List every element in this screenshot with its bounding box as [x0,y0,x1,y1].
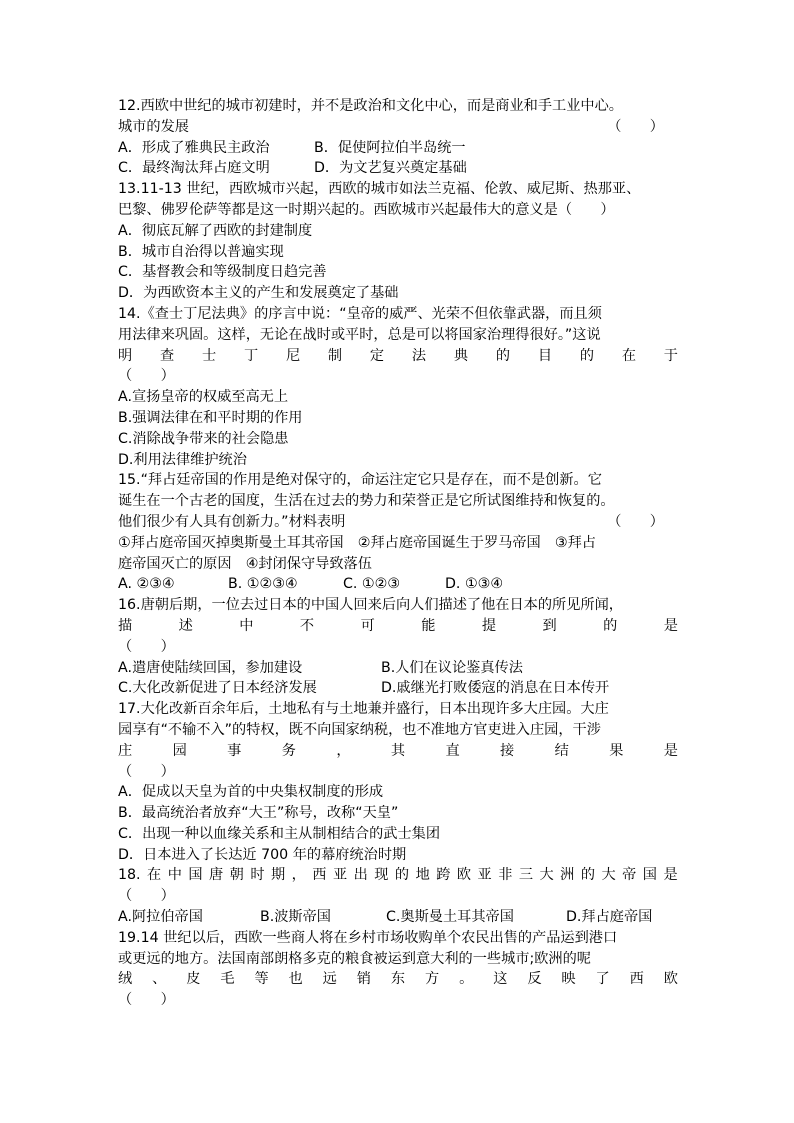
q19-char: 欧 [663,971,678,988]
q14-char: 目 [537,347,553,364]
q17-option-d: D．日本进入了长达近 700 年的幕府统治时期 [118,846,407,863]
q15-statements-line1: ①拜占庭帝国灭掉奥斯曼土耳其帝国 ②拜占庭帝国诞生于罗马帝国 ③拜占 [118,534,596,551]
q18-char: 期 [270,867,286,884]
q18-char: 洲 [560,867,575,884]
q12-options-row2 [118,158,678,179]
q15-statements-line2: 庭帝国灭亡的原因 ④封闭保守导致落伍 [118,555,372,572]
q18-char: 朝 [229,867,244,884]
q19-char: 这 [493,971,508,988]
q17-char: 其 [390,742,406,759]
q17-answer-paren: （ ） [118,763,175,780]
q16-char: 是 [663,617,678,634]
q12-option-d: D．为文艺复兴奠定基础 [314,160,467,177]
q19-answer-paren: （ ） [118,992,175,1009]
q14-char: 的 [495,347,511,364]
q18-char: 大 [601,867,616,884]
q19-stem-line2: 或更远的地方。法国南部朗格多克的粮食被运到意大利的一些城市;欧洲的呢 [118,950,591,967]
q15-option-c: C. ①②③ [343,576,401,593]
q12-option-c: C．最终淘汰拜占庭文明 [118,160,270,177]
q14-stem-line3 [118,346,678,367]
q17-option-b: B．最高统治者放弃“大王”称号，改称“天皇” [118,805,399,822]
q15-stem-line2: 诞生在一个古老的国度，生活在过去的势力和荣誉正是它所试图维持和恢复的。 [118,493,615,510]
q19-char: 映 [561,971,576,988]
q17-char: 园 [172,742,187,759]
q18-char: 亚 [477,867,492,884]
q19-char: 东 [390,971,406,988]
q18-stem-line1 [118,865,678,886]
q19-char: 等 [254,971,269,988]
q16-options-row1 [118,658,678,679]
q14-stem-line2: 用法律来巩固。这样，无论在战时或平时，总是可以将国家治理得很好。”这说 [118,326,601,343]
q18-option-a: A.阿拉伯帝国 [118,909,203,926]
q18-option-d: D.拜占庭帝国 [566,909,653,926]
q18-option-b: B.波斯帝国 [260,909,331,926]
q14-option-a: A.宣扬皇帝的权威至高无上 [118,389,289,406]
q18-char: 是 [663,867,678,884]
q13-option-d: D．为西欧资本主义的产生和发展奠定了基础 [118,285,399,302]
q19-char: 也 [288,971,303,988]
q15-options [118,574,678,595]
q18-char: ， [291,867,306,884]
q19-char: 绒 [118,971,133,988]
q12-stem-text: 城市的发展 [118,118,189,135]
q17-char: 庄 [118,742,133,759]
q18-answer-paren: （ ） [118,888,175,905]
q17-option-a: A．促成以天皇为首的中央集权制度的形成 [118,784,384,801]
q14-char: 的 [579,347,595,364]
q13-option-b: B．城市自治得以普遍实现 [118,243,284,260]
q16-option-c: C.大化改新促进了日本经济发展 [118,680,317,697]
q15-option-d: D. ①③④ [445,576,504,593]
q16-stem-line2 [118,616,678,637]
q12-stem-line2 [118,117,678,138]
q18-char: 非 [498,867,513,884]
q19-char: 西 [629,971,644,988]
q19-char: 反 [527,971,542,988]
q17-char: 是 [663,742,678,759]
q18-char: 欧 [456,867,472,884]
q13-stem-line1: 13.11-13 世纪，西欧城市兴起，西欧的城市如法兰克福、伦敦、威尼斯、热那亚、 [118,181,641,198]
q18-char: 地 [415,867,430,884]
q16-option-b: B.人们在议论鉴真传法 [381,659,523,676]
q13-option-c: C．基督教会和等级制度日趋完善 [118,264,327,281]
q17-stem-line2: 园享有“不输不入”的特权，既不向国家纳税，也不准地方官吏进入庄园，干涉 [118,721,601,738]
q14-char: 法 [411,347,427,364]
q18-char: 跨 [436,867,451,884]
q18-char: 唐 [209,867,224,884]
q14-char: 制 [327,347,343,364]
q18-char: 中 [167,867,182,884]
q19-stem-line3 [118,969,678,990]
q14-char: 查 [159,347,175,364]
q17-char: 结 [554,742,569,759]
q16-char: 中 [239,617,254,634]
q18-char: 出 [353,867,368,884]
q15-option-a: A. ②③④ [118,576,175,593]
q18-char: 18. [118,867,141,884]
q14-char: 在 [621,347,637,364]
q15-stem-line1: 15.“拜占廷帝国的作用是绝对保守的，命运注定它只是存在，而不是创新。它 [118,472,602,489]
q19-char: 了 [595,971,610,988]
q19-char: 方 [424,971,440,988]
q14-char: 典 [453,347,469,364]
q19-char: 皮 [186,971,201,988]
q12-option-b: B．促使阿拉伯半岛统一 [314,139,466,156]
q14-option-c: C.消除战争带来的社会隐患 [118,430,289,447]
q18-char: 帝 [622,867,637,884]
q16-option-a: A.遣唐使陆续回国，参加建设 [118,659,303,676]
q13-stem-line2: 巴黎、佛罗伦萨等都是这一时期兴起的。西欧城市兴起最伟大的意义是（ ） [118,201,615,218]
q14-char: 丁 [243,347,259,364]
q19-char: 远 [322,971,337,988]
q18-char: 时 [250,867,265,884]
q19-char: 。 [459,971,474,988]
q19-char: 销 [356,971,371,988]
q18-char: 现 [374,867,389,884]
q15-option-b: B. ①②③④ [228,576,298,593]
q17-char: 事 [227,742,242,759]
q16-char: 提 [481,617,497,634]
q14-option-b: B.强调法律在和平时期的作用 [118,409,303,426]
q15-answer-paren: （ ） [607,513,664,530]
q17-char: 接 [500,742,515,759]
q14-char: 定 [369,347,385,364]
q16-stem-line1: 16.唐朝后期，一位去过日本的中国人回来后向人们描述了他在日本的所见所闻， [118,597,623,614]
q16-char: 述 [178,617,193,634]
q15-stem-text: 他们很少有人具有创新力。”材料表明 [118,513,346,530]
q13-option-a: A．彻底瓦解了西欧的封建制度 [118,222,313,239]
q14-stem-line1: 14.《查士丁尼法典》的序言中说：“皇帝的威严、光荣不但依靠武器，而且须 [118,305,602,322]
q14-answer-paren: （ ） [118,368,175,385]
q18-option-c: C.奥斯曼土耳其帝国 [386,909,514,926]
q17-char: 果 [609,742,624,759]
q17-stem-line3 [118,741,678,762]
q19-char: 、 [152,971,167,988]
q15-stem-line3 [118,512,678,533]
q18-char: 大 [539,867,554,884]
q14-option-d: D.利用法律维护统治 [118,451,247,468]
q18-char: 在 [147,867,162,884]
q19-stem-line1: 19.14 世纪以后，西欧一些商人将在乡村市场收购单个农民出售的产品运到港口 [118,929,618,946]
q18-char: 三 [518,867,534,884]
q16-options-row2 [118,678,678,699]
q19-char: 毛 [220,971,235,988]
q16-char: 不 [299,617,315,634]
q14-char: 明 [118,347,133,364]
q18-char: 国 [642,867,657,884]
q16-option-d: D.戚继光打败倭寇的消息在日本传开 [381,680,610,697]
q14-char: 尼 [285,347,301,364]
q18-options [118,907,678,928]
q12-options-row1 [118,138,678,159]
q17-char: 直 [445,742,460,759]
q17-stem-line1: 17.大化改新百余年后，土地私有与土地兼并盛行，日本出现许多大庄园。大庄 [118,701,609,718]
q16-char: 的 [603,617,618,634]
q17-char: ， [336,742,351,759]
q18-char: 国 [188,867,203,884]
exam-page [118,96,678,1011]
q14-char: 于 [663,347,678,364]
q14-char: 士 [201,347,217,364]
q16-char: 能 [421,617,436,634]
q18-char: 的 [394,867,410,884]
q16-char: 可 [360,617,375,634]
q16-char: 到 [542,617,557,634]
q18-char: 西 [312,867,327,884]
q12-stem-line1: 12.西欧中世纪的城市初建时，并不是政治和文化中心，而是商业和手工业中心。 [118,98,623,114]
q18-char: 亚 [332,867,348,884]
q12-option-a: A．形成了雅典民主政治 [118,139,270,156]
q12-answer-paren: （ ） [607,118,664,135]
q16-answer-paren: （ ） [118,638,175,655]
q17-option-c: C．出现一种以血缘关系和主从制相结合的武士集团 [118,825,441,842]
q17-char: 务 [281,742,296,759]
q16-char: 描 [118,617,133,634]
q18-char: 的 [580,867,596,884]
